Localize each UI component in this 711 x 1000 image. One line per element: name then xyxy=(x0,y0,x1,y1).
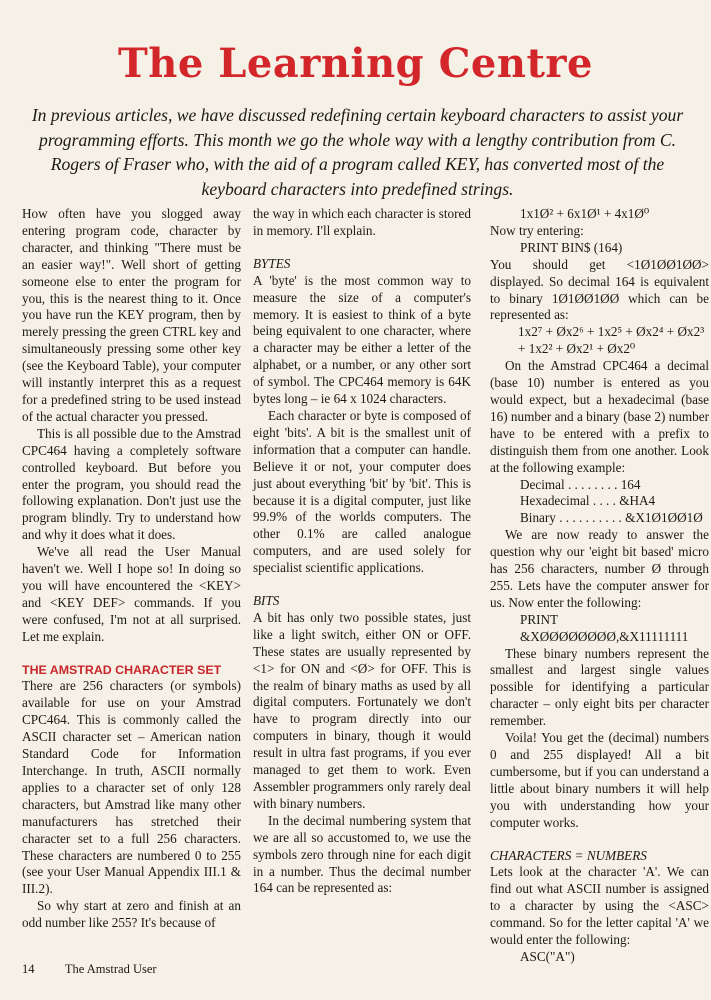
code-line: PRINT &XØØØØØØØØ,&X11111111 xyxy=(520,611,689,644)
page-title: The Learning Centre xyxy=(118,40,593,87)
paragraph: A 'byte' is the most common way to measure the size of a computer's memory. It is easiest to think of a byte being equivalent to one character, where a character may be either a letter of the alphabet, or a number, or any other sort of symbol. The CPC464 memory is 64K bytes long – ie 64 x 1024 characters. xyxy=(253,272,471,407)
table-row: Binary . . . . . . . . . . &X1Ø1ØØ1Ø xyxy=(520,510,703,526)
subheading: BYTES xyxy=(253,255,291,271)
paragraph: How often have you slogged away entering program code, character by character, and thinking "There must be an easier way!". Well short of getting someone else to enter the program for you, this is the nearest thing to it. Once you have run the KEY program, then by merely pressing the green CTRL key and simultaneously pressing some other key (see the Keyboard Table), your computer will instantly interpret this as a request for a predefined string to be used instead of the actual character you pressed. xyxy=(22,206,241,424)
column-2 xyxy=(253,206,471,897)
table-row: Hexadecimal . . . . &HA4 xyxy=(520,493,656,509)
paragraph: Lets look at the character 'A'. We can find out what ASCII number is assigned to a character by using the <ASC> command. So for the letter capital 'A' we would enter the following: xyxy=(490,864,709,948)
paragraph: We've all read the User Manual haven't we. Well I hope so! In doing so you will have encountered the <KEY> and <KEY DEF> commands. If you were confused, I'm not at all surprised. Let me explain. xyxy=(22,544,241,644)
paragraph: This is all possible due to the Amstrad CPC464 having a completely software controlled keyboard. But before you enter the program, you should read the following explanation. Don't just use the program blindly. Try to understand how and why it does what it does. xyxy=(22,425,241,543)
section-heading: THE AMSTRAD CHARACTER SET xyxy=(22,662,222,677)
paragraph: There are 256 characters (or symbols) available for use on your Amstrad CPC464. This is commonly called the ASCII character set – American nation Standard Code for Information Interchange. In truth, ASCII normally applies to a character set of only 128 characters, but Amstrad like many other manufacturers has stretched their character set to a full 256 characters. These characters are numbered 0 to 255 (see your User Manual Appendix III.1 & III.2). xyxy=(22,678,241,897)
paragraph: A bit has only two possible states, just like a light switch, either ON or OFF. These states are usually represented by <1> for ON and <Ø> for OFF. This is the realm of binary maths as used by all digital computers. Fortunately we don't have to program directly into our computers in binary, though it would result in ultra fast programs, if you ever managed to get them to work. Even Assembler programmers only rarely deal with binary numbers. xyxy=(253,609,471,811)
paragraph: the way in which each character is stored in memory. I'll explain. xyxy=(253,206,471,238)
subheading: CHARACTERS = NUMBERS xyxy=(490,847,647,863)
page-number: 14 xyxy=(22,962,35,976)
math-expression: 1x2⁷ + Øx2⁶ + 1x2⁵ + Øx2⁴ + Øx2³ + 1x2² + Øx2¹ + Øx2⁰ xyxy=(518,324,705,357)
paragraph: We are now ready to answer the question why our 'eight bit based' micro has 256 characters, number Ø through 255. Lets have the computer answer for us. Now enter the following: xyxy=(490,527,709,610)
paragraph: These binary numbers represent the smallest and largest single values possible for identifying a particular character – only eight bits per character remember. xyxy=(490,645,709,729)
math-expression: 1x1Ø² + 6x1Ø¹ + 4x1Ø⁰ xyxy=(520,206,650,221)
paragraph: In the decimal numbering system that we are all so accustomed to, we use the symbols zero through nine for each digit in a number. Thus the decimal number 164 can be represented as: xyxy=(253,812,471,896)
publication-name: The Amstrad User xyxy=(64,962,157,976)
paragraph: You should get <1Ø1ØØ1ØØ> displayed. So decimal 164 is equivalent to binary 1Ø1ØØ1ØØ which can be represented as: xyxy=(490,256,709,323)
paragraph: Each character or byte is composed of eight 'bits'. A bit is the smallest unit of information that a computer can handle. Believe it or not, your computer does just about everything 'bit' by 'bit'. This is because it is a digital computer, just like 99.9% of the worlds computers. The other 0.1% are called analogue computers, and are used solely for specialist scientific applications. xyxy=(253,407,471,576)
page-footer xyxy=(22,962,157,977)
paragraph: On the Amstrad CPC464 a decimal (base 10) number is entered as you would expect, but a hexadecimal (base 16) number and a binary (base 2) number have to be entered with a prefix to distinguish them from one another. Look at the following example: xyxy=(490,358,709,475)
paragraph: So why start at zero and finish at an odd number like 255? It's because of xyxy=(22,898,241,931)
intro-paragraph: In previous articles, we have discussed redefining certain keyboard characters to assist your programming efforts. This month we go the whole way with a lengthy contribution from C. Rogers of Fraser who, with the aid of a program called KEY, has converted most of the keyboard characters into predefined strings. xyxy=(31,105,684,199)
subheading: BITS xyxy=(253,593,280,609)
column-1 xyxy=(22,206,241,932)
code-line: ASC("A") xyxy=(520,948,575,964)
text-line: Now try entering: xyxy=(490,222,584,238)
column-3 xyxy=(490,206,709,966)
code-line: PRINT BIN$ (164) xyxy=(520,239,623,255)
paragraph: Voila! You get the (decimal) numbers 0 and 255 displayed! All a bit cumbersome, but if you can understand a little about binary numbers it will help you with understanding how your computer works. xyxy=(490,730,709,830)
table-row: Decimal . . . . . . . . 164 xyxy=(520,476,641,492)
